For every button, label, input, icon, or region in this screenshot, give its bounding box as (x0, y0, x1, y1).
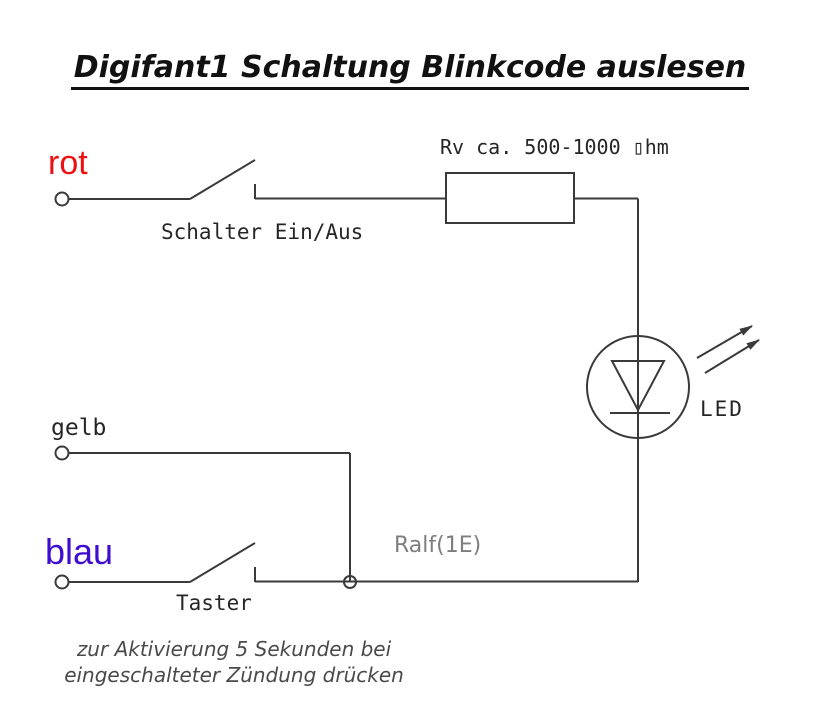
resistor-label: Rv ca. 500-1000 ▯hm (440, 135, 669, 159)
terminal-rot (56, 193, 69, 206)
resistor-body (446, 173, 574, 223)
switch-label: Schalter Ein/Aus (161, 220, 364, 244)
terminal-label-rot: rot (48, 144, 88, 182)
led-label: LED (700, 397, 744, 421)
terminal-gelb (56, 447, 69, 460)
activation-note-line2: eingeschalteter Zündung drücken (64, 663, 404, 687)
terminal-label-blau: blau (45, 531, 114, 572)
led-light-arrow-1 (697, 326, 752, 358)
led-light-arrow-2 (705, 340, 759, 373)
pushbutton-blade (190, 543, 255, 582)
page-title-wrap (0, 50, 820, 90)
activation-note (28, 636, 440, 688)
switch-blade (190, 160, 255, 199)
pushbutton-label: Taster (176, 591, 252, 615)
terminal-blau (56, 576, 69, 589)
activation-note-line1: zur Aktivierung 5 Sekunden bei (76, 637, 392, 661)
watermark-text: Ralf(1E) (394, 533, 482, 558)
page-title: Digifant1 Schaltung Blinkcode auslesen (71, 50, 750, 90)
terminal-label-gelb: gelb (51, 415, 107, 441)
